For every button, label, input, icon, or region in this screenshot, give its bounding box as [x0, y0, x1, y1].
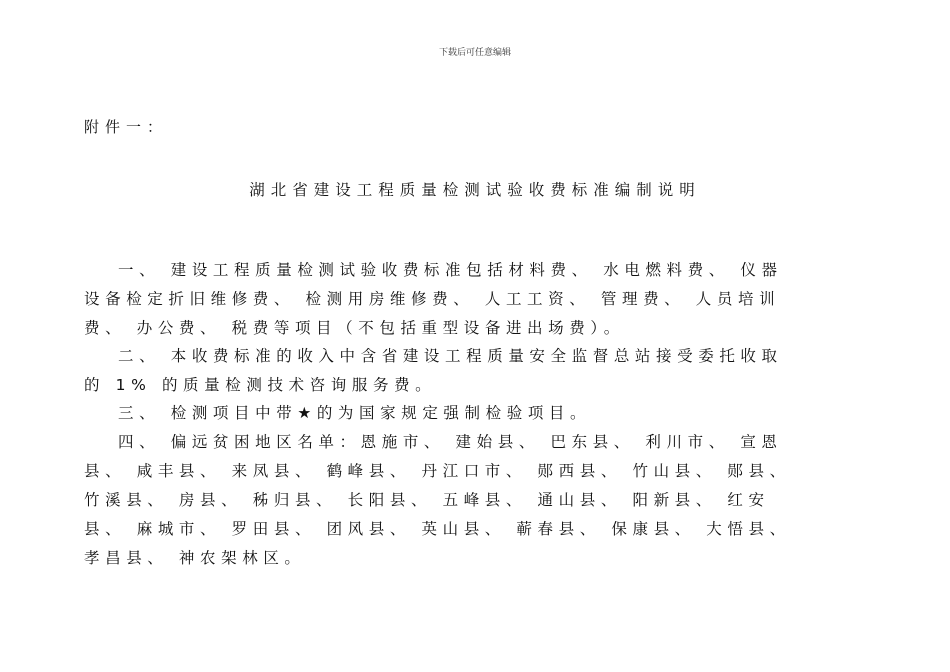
- paragraph-line: 县、 咸丰县、 来凤县、 鹤峰县、 丹江口市、 郧西县、 竹山县、 郧县、: [84, 462, 791, 480]
- paragraph-line: 孝昌县、 神农架林区。: [84, 549, 306, 567]
- document-title: 湖北省建设工程质量检测试验收费标准编制说明: [249, 181, 701, 199]
- attachment-label: 附件一：: [84, 118, 169, 136]
- paragraph-line: 的 1% 的质量检测技术咨询服务费。: [84, 376, 437, 394]
- paragraph-line: 费、 办公费、 税费等项目（不包括重型设备进出场费）。: [84, 319, 625, 337]
- paragraph-line: 四、 偏远贫困地区名单：恩施市、 建始县、 巴东县、 利川市、 宣恩: [118, 433, 783, 451]
- paragraph-line: 县、 麻城市、 罗田县、 团风县、 英山县、 蕲春县、 保康县、 大悟县、: [84, 520, 791, 538]
- header-note: 下载后可任意编辑: [438, 48, 511, 58]
- paragraph-line: 二、 本收费标准的收入中含省建设工程质量安全监督总站接受委托收取: [118, 347, 783, 365]
- paragraph-line: 三、 检测项目中带★的为国家规定强制检验项目。: [118, 404, 592, 422]
- paragraph-line: 设备检定折旧维修费、 检测用房维修费、 人工工资、 管理费、 人员培训: [84, 290, 781, 308]
- paragraph-line: 竹溪县、 房县、 秭归县、 长阳县、 五峰县、 通山县、 阳新县、 红安: [84, 491, 770, 509]
- paragraph-line: 一、 建设工程质量检测试验收费标准包括材料费、 水电燃料费、 仪器: [118, 261, 783, 279]
